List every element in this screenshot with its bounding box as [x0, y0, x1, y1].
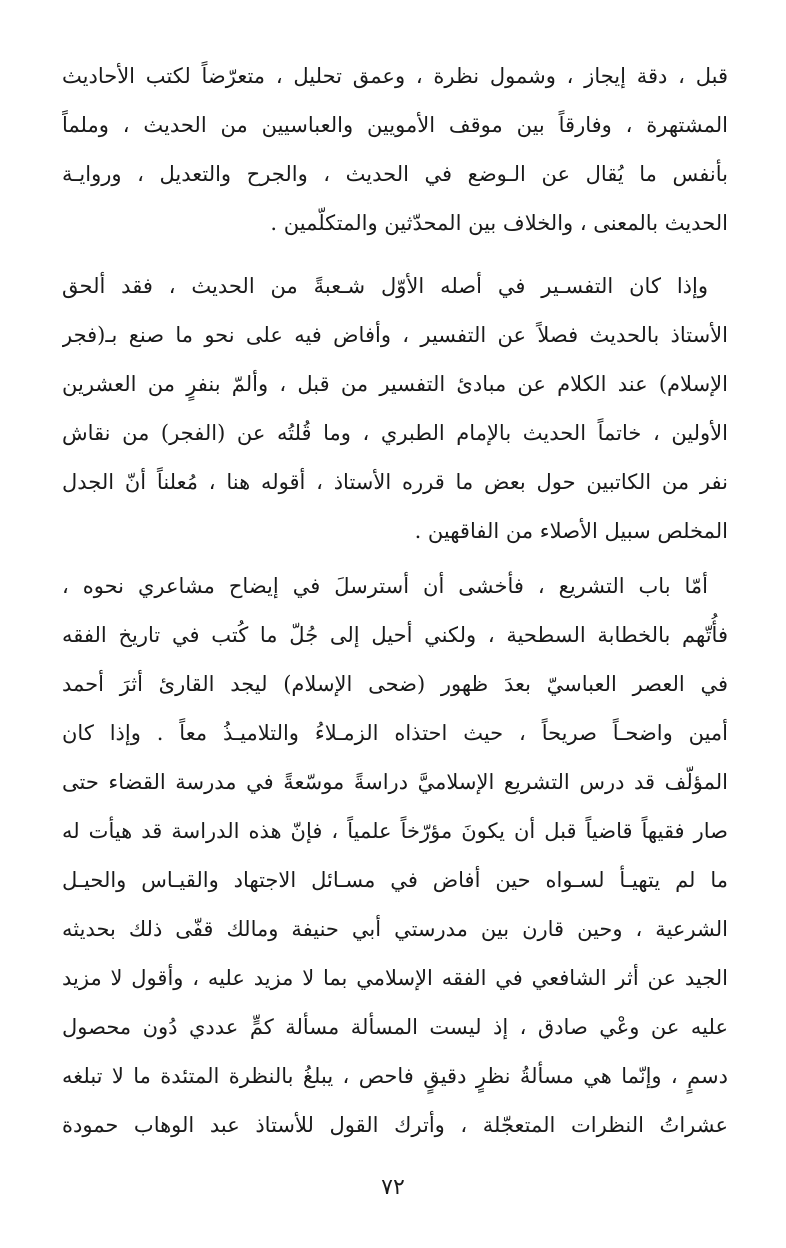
- text-line: صار فقيهاً قاضياً قبل أن يكونَ مؤرّخاً علمياً ، فإنّ هذه الدراسة قد هيأت له: [62, 819, 728, 843]
- text-line: المشتهرة ، وفارقاً بين موقف الأمويين والعباسيين من الحديث ، وملماً: [62, 113, 728, 137]
- paragraph-2: [62, 262, 728, 556]
- text-line: الأستاذ بالحديث فصلاً عن التفسير ، وأفاض فيه على نحو ما صنع بـ(فجر: [62, 323, 728, 347]
- text-line: عشراتُ النظرات المتعجّلة ، وأترك القول للأستاذ عبد الوهاب حمودة: [62, 1113, 728, 1137]
- text-line: الشرعية ، وحين قارن بين مدرستي أبي حنيفة ومالك قفّى ذلك بحديثه: [62, 917, 728, 941]
- text-line: الجيد عن أثر الشافعي في الفقه الإسلامي بما لا مزيد عليه ، وأقول لا مزيد: [62, 966, 728, 990]
- text-line: ما لم يتهيـأ لسـواه حين أفاض في مسـائل الاجتهاد والقيـاس والحيـل: [62, 868, 728, 892]
- text-line: المؤلّف قد درس التشريع الإسلاميَّ دراسةً موسّعةً في مدرسة القضاء حتى: [62, 770, 728, 794]
- page-number: ٧٢: [381, 1175, 405, 1200]
- text-line: وإذا كان التفسـير في أصله الأوّل شـعبةً من الحديث ، فقد ألحق: [62, 274, 708, 298]
- text-line: الحديث بالمعنى ، والخلاف بين المحدّثين والمتكلّمين .: [270, 211, 728, 235]
- text-line: فأُتّهم بالخطابة السطحية ، ولكني أحيل إلى جُلّ ما كُتب في تاريخ الفقه: [62, 623, 728, 647]
- text-line: عليه عن وعْي صادق ، إذ ليست المسألة مسألة كمٍّ عددي دُون محصول: [62, 1015, 728, 1039]
- text-line: أمّا باب التشريع ، فأخشى أن أسترسلَ في إيضاح مشاعري نحوه ،: [62, 574, 708, 598]
- text-line: دسمٍ ، وإنّما هي مسألةُ نظرٍ دقيقٍ فاحص ، يبلغُ بالنظرة المتئدة ما لا تبلغه: [62, 1064, 728, 1088]
- text-line: الأولين ، خاتماً الحديث بالإمام الطبري ، وما قُلتُه عن (الفجر) من نقاش: [62, 421, 728, 445]
- text-line: أمين واضحـاً صريحاً ، حيث احتذاه الزمـلاءُ والتلاميـذُ معاً . وإذا كان: [62, 721, 728, 745]
- text-line: قبل ، دقة إيجاز ، وشمول نظرة ، وعمق تحليل ، متعرّضاً لكتب الأحاديث: [62, 64, 728, 88]
- text-line: المخلص سبيل الأصلاء من الفاقهين .: [414, 519, 728, 543]
- paragraph-3: [62, 562, 728, 1150]
- text-line: في العصر العباسيّ بعدَ ظهور (ضحى الإسلام) ليجد القارئ أثرَ أحمد: [62, 672, 728, 696]
- text-line: نفر من الكاتبين حول بعض ما قرره الأستاذ ، أقوله هنا ، مُعلناً أنّ الجدل: [62, 470, 728, 494]
- text-line: الإسلام) عند الكلام عن مبادئ التفسير من قبل ، وألمّ بنفرٍ من العشرين: [62, 372, 728, 396]
- text-line: بأنفس ما يُقال عن الـوضع في الحديث ، والجرح والتعديل ، وروايـة: [62, 162, 728, 186]
- paragraph-1: [62, 52, 728, 248]
